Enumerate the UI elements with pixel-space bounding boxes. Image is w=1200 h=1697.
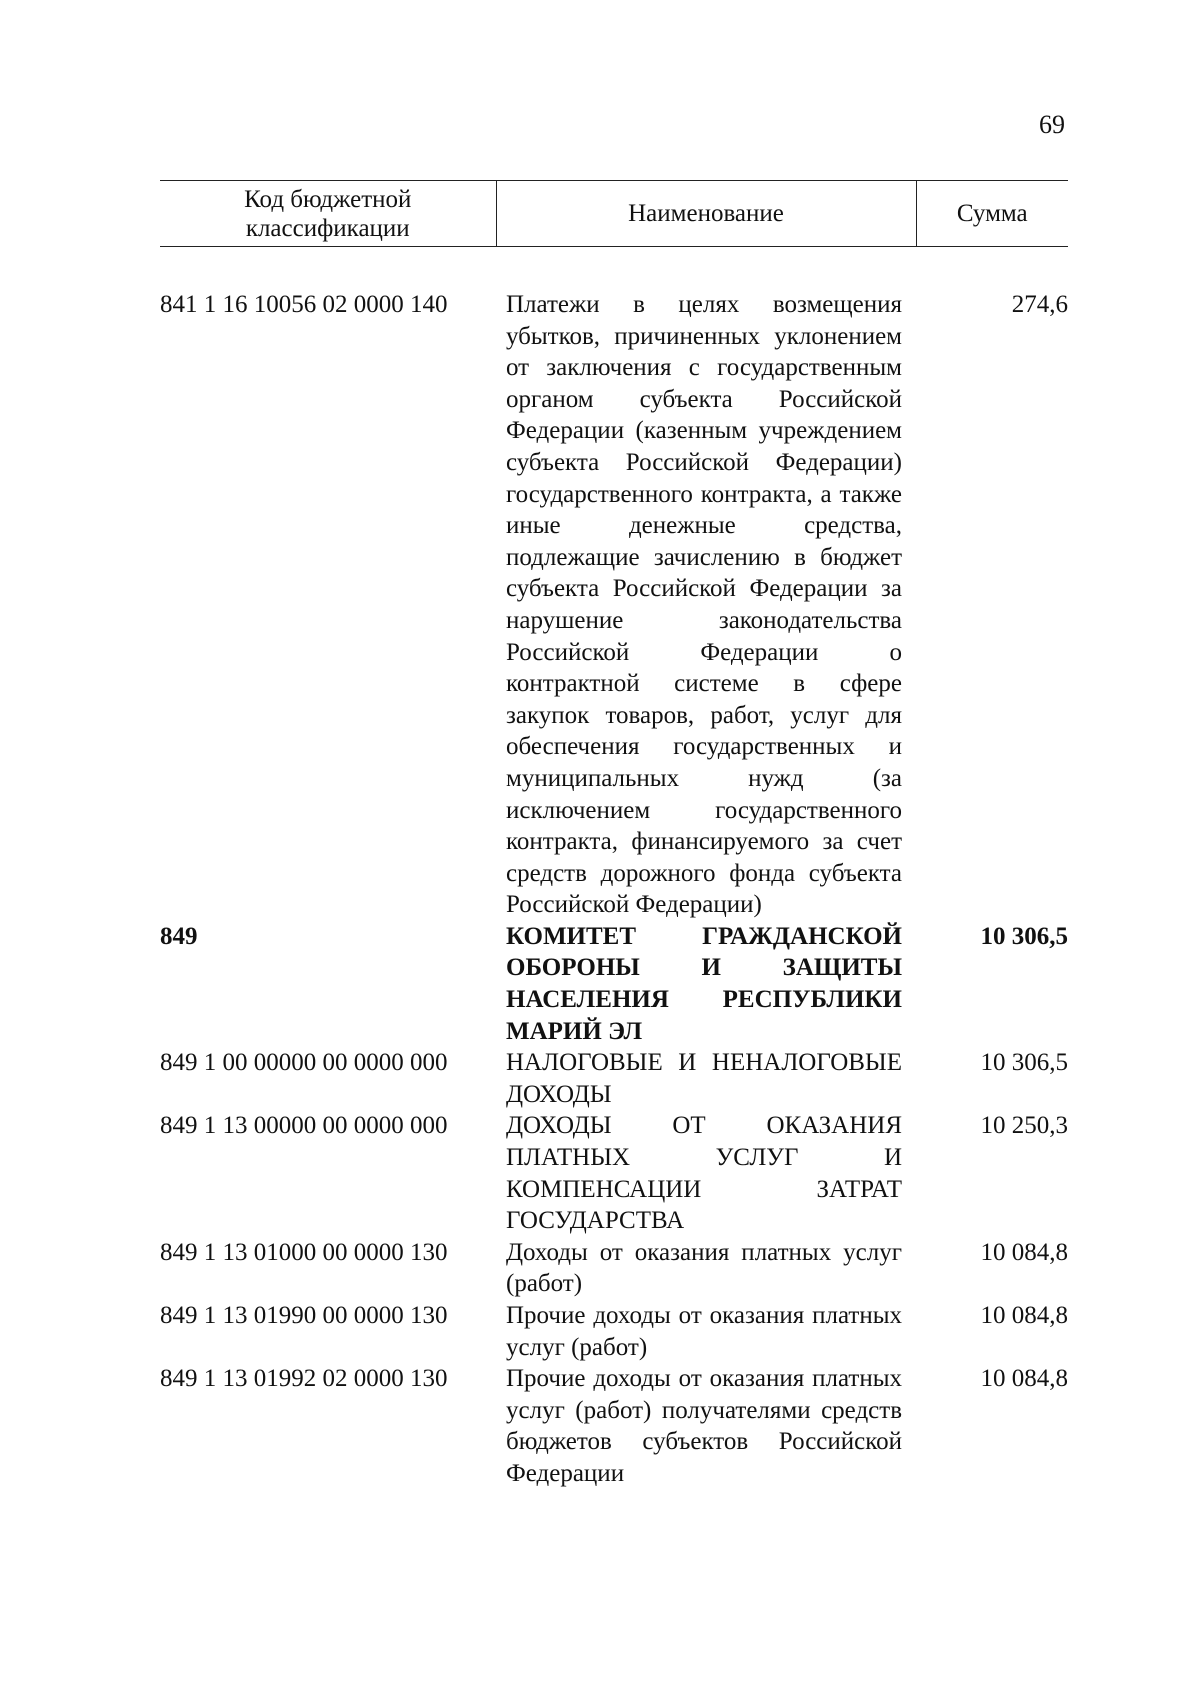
table-row: [160, 1237, 1068, 1300]
row-sum: 10 250,3: [980, 1112, 1068, 1140]
row-code: 849 1 13 01992 02 0000 130: [160, 1365, 448, 1393]
row-sum: 10 306,5: [980, 1049, 1068, 1077]
row-sum: 10 084,8: [980, 1365, 1068, 1393]
table-row: [160, 1047, 1068, 1110]
row-sum: 10 306,5: [980, 922, 1068, 950]
table-row: [160, 1110, 1068, 1236]
row-name: ДОХОДЫ ОТ ОКАЗАНИЯ ПЛАТНЫХ УСЛУГ И КОМПЕНСАЦИИ ЗАТРАТ ГОСУДАРСТВА: [506, 1112, 902, 1235]
table-body: [160, 247, 1068, 1490]
page-number: 69: [1039, 110, 1065, 139]
table-row: [160, 1300, 1068, 1363]
row-code: 841 1 16 10056 02 0000 140: [160, 291, 448, 318]
row-sum: 274,6: [1011, 291, 1068, 318]
row-sum: 10 084,8: [980, 1238, 1068, 1266]
table-row: [160, 1363, 1068, 1489]
row-name: Прочие доходы от оказания платных услуг (работ) получателями средств бюджетов субъектов Российской Федерации: [506, 1365, 902, 1487]
budget-classification-table: [160, 180, 1068, 1490]
row-code: 849 1 13 01990 00 0000 130: [160, 1302, 448, 1329]
header-code: Код бюджетной классификации: [160, 181, 496, 247]
row-name: Платежи в целях возмещения убытков, причиненных уклонением от заключения с государственным органом субъекта Российской Федерации (казенным учреждением субъекта Российской Федерации) государственного контракта, а также иные денежные средства, подлежащие зачислению в бюджет субъекта Российской Федерации за нарушение законодательства Российской Федерации о контрактной системе в сфере закупок товаров, работ, услуг для обеспечения государственных и муниципальных нужд (за исключением государственного контракта, финансируемого за счет средств дорожного фонда субъекта Российской Федерации): [506, 291, 902, 919]
row-name: КОМИТЕТ ГРАЖДАНСКОЙ ОБОРОНЫ И ЗАЩИТЫ НАСЕЛЕНИЯ РЕСПУБЛИКИ МАРИЙ ЭЛ: [506, 922, 902, 1045]
row-code: 849 1 13 00000 00 0000 000: [160, 1112, 448, 1140]
header-sum: Сумма: [916, 181, 1068, 247]
header-name: Наименование: [496, 181, 916, 247]
row-code: 849 1 13 01000 00 0000 130: [160, 1238, 448, 1266]
row-code: 849: [160, 922, 198, 950]
row-name: Доходы от оказания платных услуг (работ): [506, 1238, 902, 1298]
table-row: [160, 921, 1068, 1047]
row-code: 849 1 00 00000 00 0000 000: [160, 1049, 448, 1077]
row-name: Прочие доходы от оказания платных услуг (работ): [506, 1302, 902, 1361]
row-sum: 10 084,8: [980, 1302, 1068, 1329]
table-row: [160, 289, 1068, 921]
row-name: НАЛОГОВЫЕ И НЕНАЛОГОВЫЕ ДОХОДЫ: [506, 1049, 902, 1108]
table-header: [160, 181, 1068, 247]
